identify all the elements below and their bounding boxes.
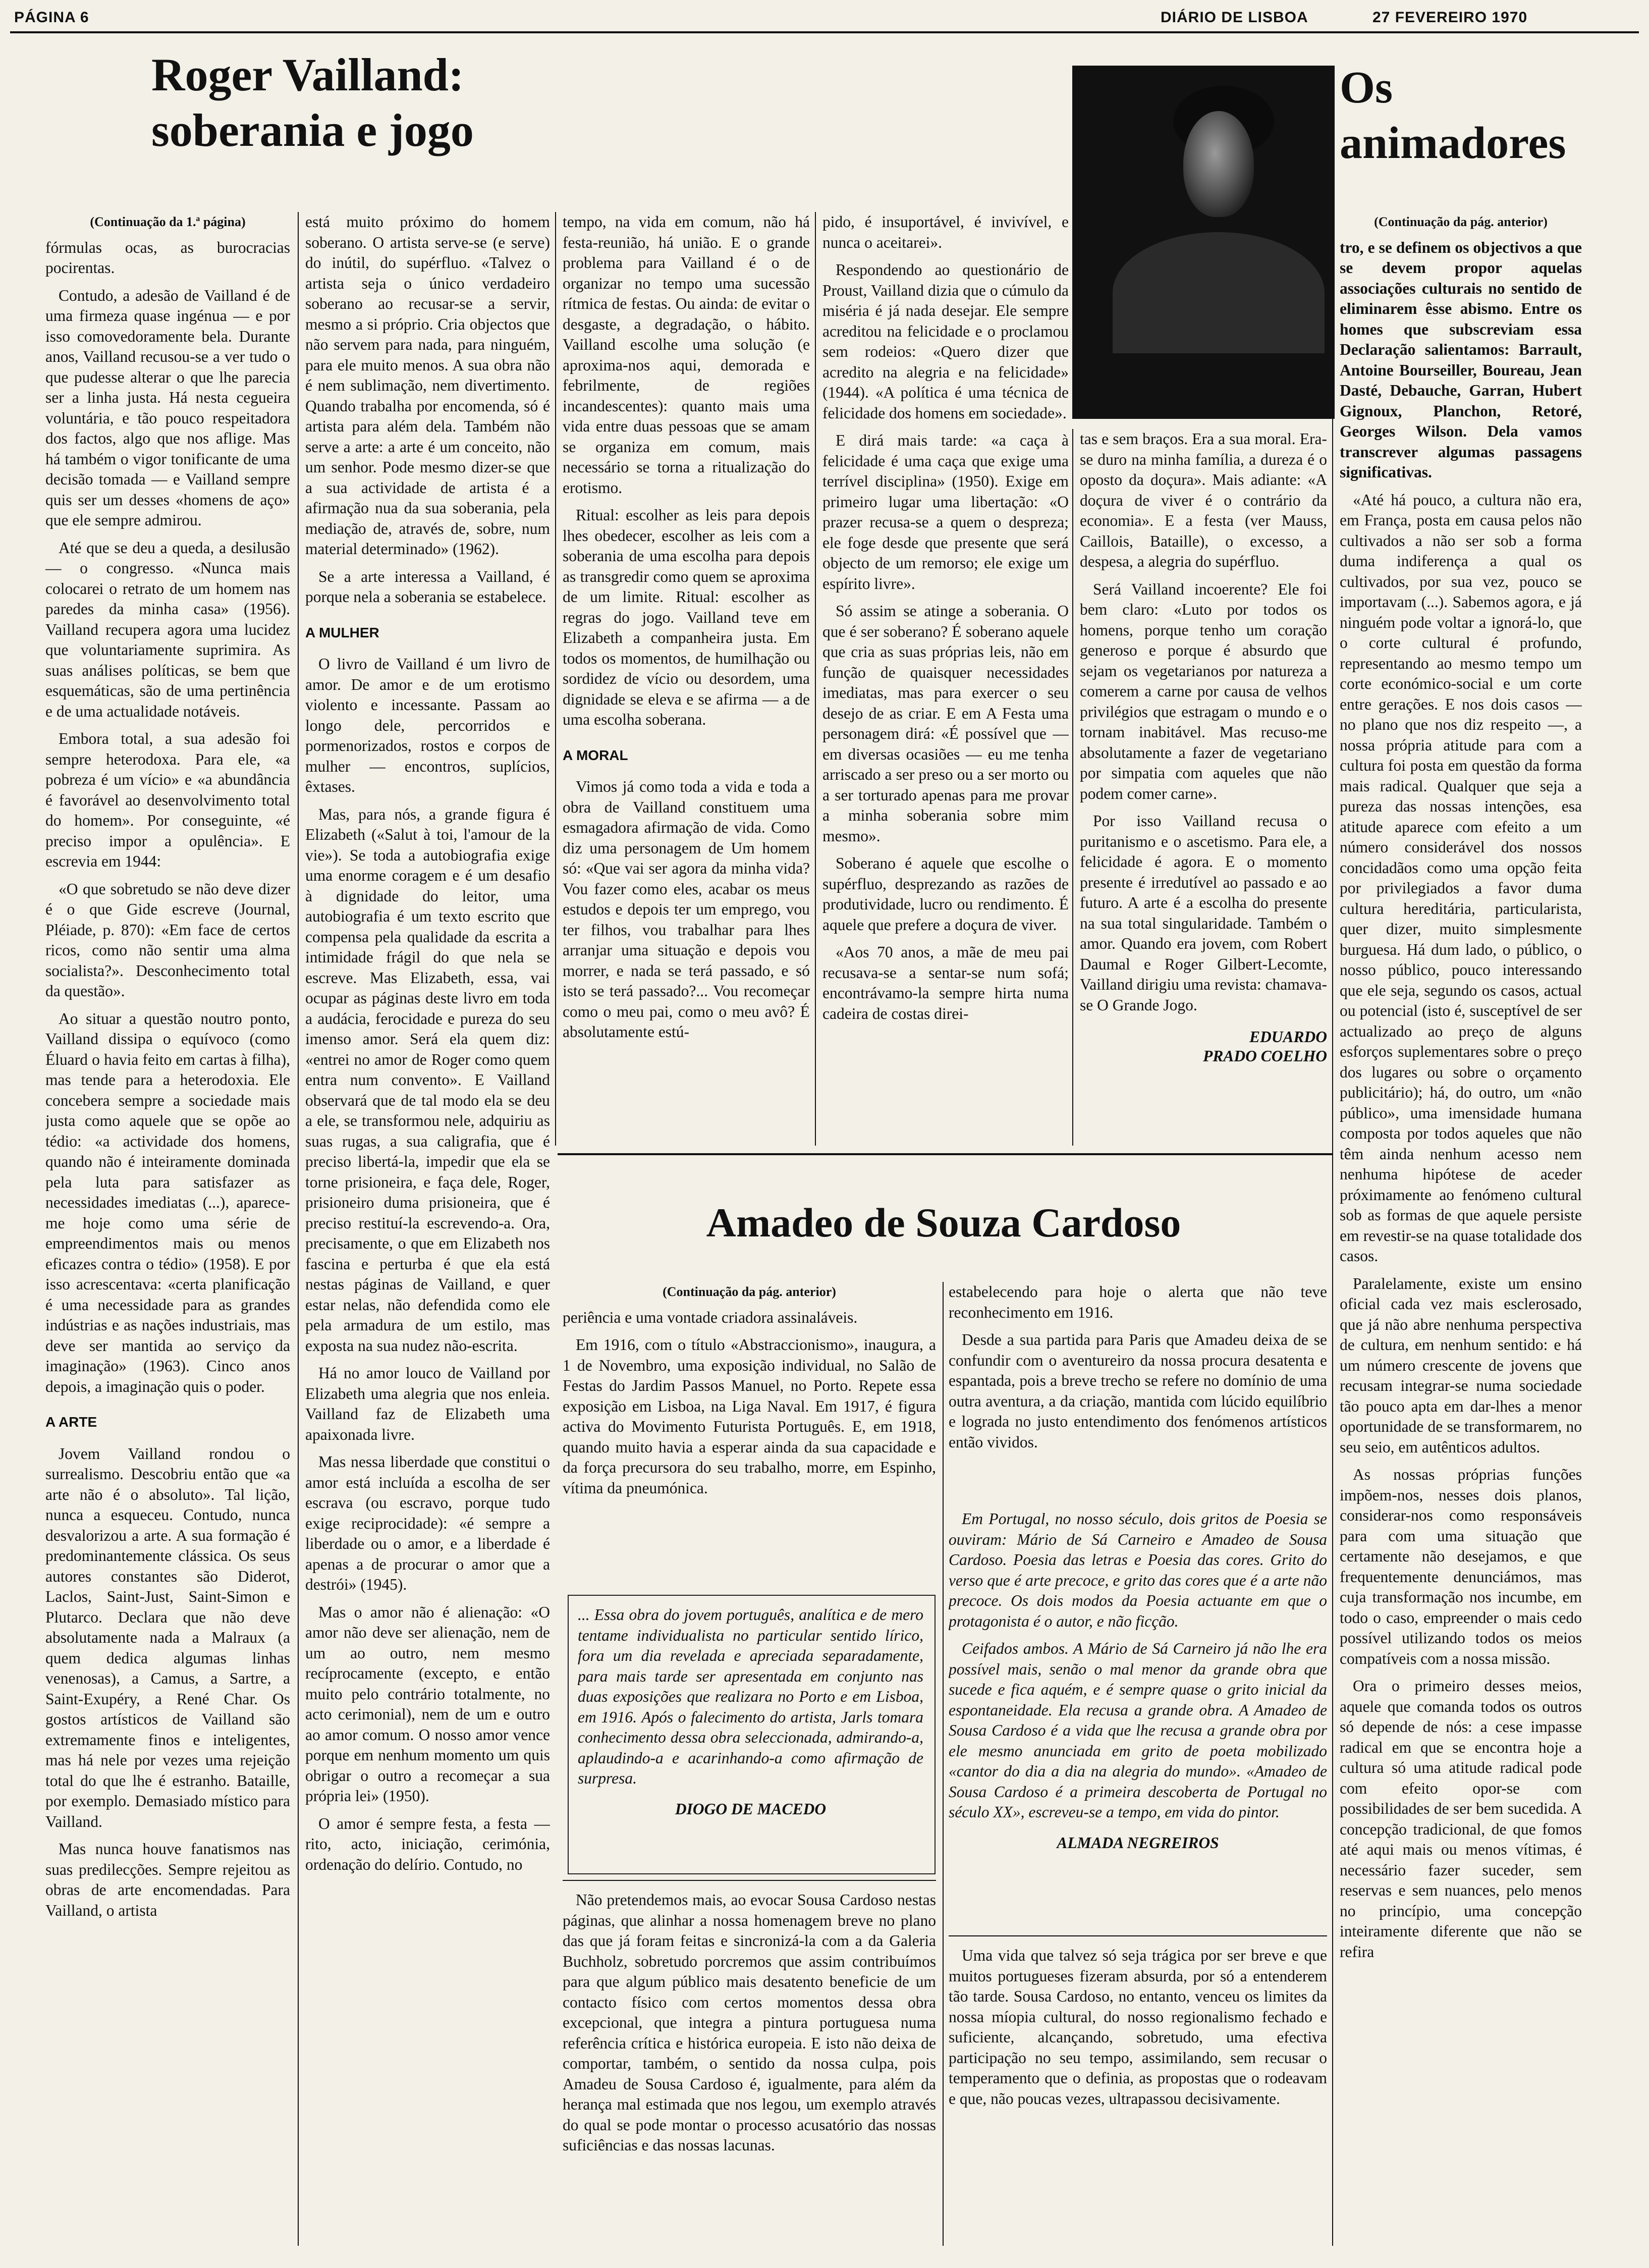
souza-right-top: [949, 1282, 1327, 1499]
article-title-line2: soberania e jogo: [151, 104, 474, 156]
page-number: PÁGINA 6: [14, 9, 89, 26]
paragraph: Mas nessa liberdade que constitui o amor está incluída a escolha de ser escrava (ou escravo, porque tudo exige reciprocidade): «é sempre a liberdade ou o amor, e a liberdade é apenas a de procurar o amor que a destrói» (1945).: [305, 1453, 550, 1593]
vailland-column-4: [822, 212, 1069, 1141]
column-rule: [1332, 212, 1333, 2246]
souza-bottom-left: [563, 1890, 936, 2243]
quote-signature: DIOGO DE MACEDO: [675, 1800, 827, 1818]
paragraph: Desde a sua partida para Paris que Amadeu deixa de se confundir com o aventureiro da nossa procura desatenta e espantada, pois a breve trecho se refere no domínio de uma outra aventura, a da criação, mantida com lúcido equilíbrio e lograda no justo entendimento dos fenómenos artísticos então vividos.: [949, 1331, 1327, 1451]
article-title-line1: Roger Vailland:: [151, 49, 464, 100]
quote-text: Em Portugal, no nosso século, dois gritos de Poesia se ouviram: Mário de Sá Carneiro e Amadeo de Sousa Cardoso. Poesia das letras e Poesia das cores. Grito do verso que é arte precoce, e grito das cores que é a arte não precoce. Os dois modos da Poesia actuante em que o protagonista é o autor, e não ficção.: [949, 1510, 1327, 1630]
paragraph: tempo, na vida em comum, não há festa-reunião, há união. E o grande problema para Vailland é o de organizar no tempo uma sucessão rítmica de festas. Ou ainda: de evitar o desgaste, a degradação, o hábito. Vailland escolhe uma solução (e aproxima-nos aqui, demorada e febrilmente, de regiões incandescentes): quanto mais uma vida entre duas pessoas que se amam se organiza em comum, mais necessário se torna a ritualização do erotismo.: [563, 213, 810, 497]
quote-signature: ALMADA NEGREIROS: [1057, 1833, 1219, 1852]
paragraph: «Aos 70 anos, a mãe de meu pai recusava-se a sentar-se num sofá; encontrávamo-la sempre hirta numa cadeira de costas direi-: [822, 943, 1069, 1022]
paragraph: As nossas próprias funções impõem-nos, nesses dois planos, considerar-nos como responsáveis para com uma situação que certamente não desejamos, e que frequentemente denunciámos, mas cuja transformação nos incumbe, em todo o caso, empreender o mais cedo possível utilizando todos os meios compatíveis com a nossa missão.: [1340, 1466, 1582, 1667]
paragraph: Mas o amor não é alienação: «O amor não deve ser alienação, nem de um ao outro, nem mesmo recíprocamente (excepto, e então muito pelo contrário totalmente, no acto cerimonial), nem de um e outro ao amor comum. O nosso amor vence porque em nenhum momento um quis obrigar o outro a recomeçar a sua própria lei» (1950).: [305, 1603, 550, 1805]
vailland-column-1: [45, 212, 290, 2251]
continuation-note: (Continuação da pág. anterior): [663, 1284, 836, 1299]
paragraph: Há no amor louco de Vailland por Elizabeth uma alegria que nos enleia. Vailland faz de Elizabeth uma apaixonada livre.: [305, 1364, 550, 1443]
paragraph: Em 1916, com o título «Abstraccionismo», inaugura, a 1 de Novembro, uma exposição individual, no Salão de Festas do Jardim Passos Manuel, no Porto. Repete essa exposição em Lisboa, na Liga Naval. Em 1917, é figura activa do Movimento Futurista Português. E, em 1918, quando muito havia a esperar ainda da sua capacidade e da força precursora do seu trabalho, morre, em Espinho, vítima da pneumónica.: [563, 1336, 936, 1497]
souza-left-top: [563, 1282, 936, 1585]
paragraph: Jovem Vailland rondou o surrealismo. Descobriu então que «a arte não é o absoluto». Tal lição, nunca a esqueceu. Contudo, nunca desvalorizou a arte. A sua formação é predominantemente clássica. Os seus autores constantes são Diderot, Laclos, Saint-Just, Saint-Simon e Plutarco. Declara que não deve absolutamente nada a Malraux (a quem dedica algumas linhas venenosas), a Camus, a Sartre, a Saint-Exupéry, a René Char. Os gostos artísticos de Vailland são extremamente finos e inteligentes, mas há nele por vezes uma rejeição total do que lhe é estranho. Bataille, por exemplo. Demasiado místico para Vailland.: [45, 1444, 290, 1830]
header-rule: [10, 31, 1639, 33]
paragraph: tas e sem braços. Era a sua moral. Era-se duro na minha família, a dureza é o oposto da doçura». Mais adiante: «A doçura de viver é o contrário da economia». E a festa (ver Mauss, Caillois, Bataille), o excesso, a despesa, a alegria do supérfluo.: [1080, 430, 1327, 570]
paragraph: Até que se deu a queda, a desilusão — o congresso. «Nunca mais colocarei o retrato de um homem nas paredes da minha casa» (1956). Vailland recupera agora uma lucidez que voluntariamente suprimira. As suas análises políticas, se bem que esquemáticas, são de uma pertinência e de uma actualidade notáveis.: [45, 538, 290, 720]
continuation-note: (Continuação da 1.ª página): [90, 214, 246, 229]
paragraph: E dirá mais tarde: «a caça à felicidade é uma caça que exige uma terrível disciplina» (1950). Exige em primeiro lugar uma libertação: «O prazer recusa-se a quem o despreza; ele foge desde que presente que será objecto de um remorso; ele exige um espírito livre».: [822, 431, 1069, 592]
paragraph: tro, e se definem os objectivos a que se devem propor aquelas associações culturais no sentido de eliminarem êsse abismo. Entre os homes que subscreviam essa Declaração salientamos: Barrault, Antoine Bourseiller, Boureau, Jean Dasté, Debauche, Garran, Hubert Gignoux, Planchon, Retoré, Georges Wilson. Dela vamos transcrever algumas passagens significativas.: [1340, 238, 1582, 481]
paragraph: Ora o primeiro desses meios, aquele que comanda todos os outros só depende de nós: a cese impasse radical em que se encontra hoje a cultura só uma atitude radical pode com efeito opor-se com possibilidades de ser bem sucedida. A concepção tradicional, de que fomos até aqui mais ou menos vítimas, é necessário fazer suceder, sem reservas e sem nuances, pelo menos no princípio, uma concepção inteiramente diferente que não se refira: [1340, 1677, 1582, 1961]
newspaper-name: DIÁRIO DE LISBOA: [1161, 9, 1308, 26]
quote-text: Ceifados ambos. A Mário de Sá Carneiro já não lhe era possível mais, senão o mal menor da grande obra que sucede e fica aquém, e é sempre quase o grito inicial da espontaneidade. Ela recusa a grande obra. A Amadeo de Sousa Cardoso é a vida que lhe recusa a grande obra por ele mesmo anunciada em grito de poeta mobilizado «cantor do dia a dia na alegria do mundo». «Amadeo de Sousa Cardoso é a primeira descoberta de Portugal no século XX», escreveu-se a tempo, em vida do pintor.: [949, 1640, 1327, 1821]
author-portrait-photo: [1072, 66, 1335, 419]
paragraph: Não pretendemos mais, ao evocar Sousa Cardoso nestas páginas, que alinhar a nossa homenagem breve no plano das que já foram feitas e sincronizá-la com a da Galeria Buchholz, sobretudo porcremos que assim contribuímos para que algum público mais desatento beneficie de um contacto físico com certos momentos dessa obra excepcional, que integra a pintura portuguesa numa referência crítica e histórica europeia. E isto não deixa de comportar, também, o sentido da nossa culpa, pois Amadeu de Sousa Cardoso é, igualmente, para além da herança mal estimada que nos legou, um exemplo através do qual se pode montar o processo acusatório das nossas suficiências e das nossas lacunas.: [563, 1891, 936, 2154]
paragraph: Paralelamente, existe um ensino oficial cada vez mais esclerosado, que já não abre nenhuma perspectiva de cultura, em nenhum sentido: e há um número crescente de jovens que recusam integrar-se numa sociedade tão pouco apta em dar-lhes a menor oportunidade de se transformarem, no seu seio, em autênticos adultos.: [1340, 1274, 1582, 1456]
paragraph: Será Vailland incoerente? Ele foi bem claro: «Luto por todos os homens, porque tenho um coração generoso e porque é absurdo que sejam os vegetarianos por natureza a comerem a carne por causa de velhos privilégios que estragam o mundo e o tornam inabitável. Mas recuso-me absolutamente a fazer de vegetariano por simpatia com aqueles que não podem comer carne».: [1080, 580, 1327, 802]
signature-line: EDUARDO: [1249, 1028, 1327, 1046]
macedo-quote: [578, 1605, 923, 1867]
column-rule: [1072, 429, 1073, 1146]
continuation-note: (Continuação da pág. anterior): [1374, 214, 1548, 229]
section-rule: [949, 1935, 1327, 1936]
paragraph: periência e uma vontade criadora assinaláveis.: [563, 1308, 858, 1326]
paragraph: Se a arte interessa a Vailland, é porque nela a soberania se estabelece.: [305, 567, 550, 606]
vailland-column-3: [563, 212, 810, 1141]
section-rule: [558, 1153, 1332, 1155]
paragraph: «Até há pouco, a cultura não era, em França, posta em causa pelos não cultivados a não ser sob a forma duma indiferença a qual os cultivados, por sua vez, pouco se importavam (...). Sabemos agora, e já ninguém pode voltar a ignorá-lo, que o corte cultural é profundo, representando ao mesmo tempo um corte económico-social e um corte entre gerações. E nos dois casos — no plano que nos diz respeito —, a nossa própria atitude para com a cultura foi posta em questão da forma mais radical. Qualquer que seja a pureza das nossas intenções, esa atitude aparece com efeito a um número considerável dos nossos concidadãos como uma opção feita por privilegiados a favor duma cultura hereditária, particularista, quer dizer, muito simplesmente burguesa. Há dum lado, o público, o nosso público, pouco interessando que ele seja, segundo os casos, actual ou potencial (isto é, susceptível de ser actualizado ao preço de alguns esforços suplementares sobre o preço dos lugares ou sobre o orçamento publicitário); há, do outro, um «não público», uma imensidade humana composta por todos aqueles que não têm ainda nenhum acesso nem nenhuma hipótese de aceder próximamente ao fenómeno cultural sob as formas de que aquele persiste em revestir-se na quase totalidade dos casos.: [1340, 491, 1582, 1265]
animadores-column: [1340, 212, 1582, 2251]
paragraph: Só assim se atinge a soberania. O que é ser soberano? É soberano aquele que cria as suas próprias leis, não em função de quaisquer necessidades imediatas, mas para exercer o seu desejo de as criar. E em A Festa uma personagem dirá: «É possível que — em diversas ocasiões — eu me tenha arriscado a ser preso ou a ser morto ou a ser torturado apenas para me provar a minha soberania sobre mim mesmo».: [822, 602, 1069, 845]
paragraph: está muito próximo do homem soberano. O artista serve-se (e serve) do inútil, do supérfluo. «Talvez o artista seja o único verdadeiro soberano ao recusar-se a servir, mesmo a si próprio. Cria objectos que não servem para nada, para ninguém, para ele muito menos. A sua obra não é nem sublimação, nem divertimento. Quando trabalha por encomenda, só é artista para além dela. Também não serve a arte: a arte é um conceito, não um senhor. Pode mesmo dizer-se que a sua actividade de artista é a afirmação nua da sua soberania, pela mediação de, através de, sobre, num material determinado» (1962).: [305, 213, 550, 558]
issue-date: 27 FEVEREIRO 1970: [1372, 9, 1528, 26]
paragraph: pido, é insuportável, é invivível, e nunca o aceitarei».: [822, 213, 1069, 251]
paragraph: Por isso Vailland recusa o puritanismo e o ascetismo. Para ele, a felicidade é agora. E o momento presente é irredutível ao passado e ao futuro. A arte é a escolha do presente na sua total singularidade. Também o amor. Quando era jovem, com Robert Daumal e Roger Gilbert-Lecomte, Vailland dirigiu uma revista: chamava-se O Grande Jogo.: [1080, 812, 1327, 1014]
souza-title: Amadeo de Souza Cardoso: [706, 1200, 1181, 1246]
paragraph: Embora total, a sua adesão foi sempre heterodoxa. Para ele, «a pobreza é um vício» e «a abundância é favorável ao desenvolvimento total do homem». Por conseguinte, «é preciso impor a opulência». E escrevia em 1944:: [45, 730, 290, 870]
vailland-column-2: [305, 212, 550, 2251]
animadores-title-line1: Os: [1340, 63, 1393, 113]
animadores-title-line2: animadores: [1340, 118, 1566, 168]
column-rule: [943, 1282, 944, 2246]
subheading-arte: A ARTE: [45, 1414, 97, 1430]
almada-quote: [949, 1509, 1327, 1923]
paragraph: Ao situar a questão noutro ponto, Vailland dissipa o equívoco (como Éluard o havia feito em cartas à filha), mas tende para a heterodoxia. Ele concebera sempre a sociedade mais justa como aquele que se opõe ao tédio: «a actividade dos homens, quando não é inteiramente dominada pela luta para satisfazer as necessidades imediatas (...), aparece-me hoje como uma série de empreendimentos mais ou menos eficazes contra o tédio» (1958). E por isso acrescentava: «certa planificação é uma necessidade para as grandes indústrias e as nações industriais, mas deve ser mantida ao serviço da imaginação» (1963). Cinco anos depois, a imaginação quis o poder.: [45, 1009, 290, 1395]
souza-bottom-right: [949, 1946, 1327, 2243]
paragraph: «O que sobretudo se não deve dizer é o que Gide escreve (Journal, Pléiade, p. 870): «Em face de certos ricos, como não sentir uma alma socialista?». Desconhecimento total da questão».: [45, 880, 290, 1000]
author-signature: [1080, 1028, 1327, 1066]
paragraph: Mas nunca houve fanatismos nas suas predilecções. Sempre rejeitou as obras de arte encomendadas. Para Vailland, o artista: [45, 1840, 290, 1919]
section-rule: [563, 1880, 936, 1881]
column-rule: [298, 212, 299, 2246]
paragraph: Soberano é aquele que escolhe o supérfluo, desprezando as razões de produtividade, lucro ou rendimento. É aquele que prefere a doçura de viver.: [822, 854, 1069, 934]
vailland-column-5: [1080, 429, 1327, 1146]
paragraph: Vimos já como toda a vida e toda a obra de Vailland constituem uma esmagadora afirmação de vida. Como diz uma personagem de Um homem só: «Que vai ser agora da minha vida? Vou fazer como eles, acabar os meus estudos e depois ter um emprego, vou ter filhos, vou trabalhar para lhes arranjar uma situação e depois vou morrer, e nada se terá passado, e só isto se terá passado?... Vou recomeçar como o meu pai, como o meu avô? É absolutamente estú-: [563, 778, 810, 1041]
paragraph: Mas, para nós, a grande figura é Elizabeth («Salut à toi, l'amour de la vie»). Se toda a autobiografia exige uma enorme coragem e é um desafio à dignidade do leitor, uma autobiografia é um texto escrito que compensa pela qualidade da escrita a intimidade frágil do que nela se escreve. Mas Elizabeth, essa, vai ocupar as páginas deste livro em toda a audácia, ferocidade e pureza do seu imenso amor. Será ela quem diz: «entrei no amor de Roger como quem entra num convento». E Vailland observará que de tal modo ela se deu a ele, se transformou nele, adquiriu as suas rugas, a sua caligrafia, que é preciso libertá-la, impedir que ela se torne prisioneira, e faça dele, Roger, prisioneiro duma prisioneira, que é preciso restituí-la escrevendo-a. Ora, precisamente, o que em Elizabeth nos fascina e perturba é que ela está nestas páginas de Vailland, e quer estar nelas, não defendida como ele pela armadura de um estilo, mas exposta na sua nudez não-escrita.: [305, 805, 550, 1355]
paragraph: fórmulas ocas, as burocracias pocirentas.: [45, 238, 290, 277]
column-rule: [555, 212, 556, 1146]
subheading-mulher: A MULHER: [305, 624, 379, 640]
paragraph: O amor é sempre festa, a festa — rito, acto, iniciação, cerimónia, ordenação do delírio. Contudo, no: [305, 1814, 550, 1873]
signature-line: PRADO COELHO: [1203, 1047, 1327, 1065]
paragraph: O livro de Vailland é um livro de amor. De amor e de um erotismo violento e incessante. Passam ao longo dele, percorridos e pormenorizados, rostos e corpos de mulher — encontros, suplícios, êxtases.: [305, 655, 550, 795]
paragraph: estabelecendo para hoje o alerta que não teve reconhecimento em 1916.: [949, 1283, 1327, 1321]
column-rule: [815, 212, 816, 1146]
subheading-moral: A MORAL: [563, 747, 628, 763]
portrait-shoulders: [1113, 232, 1325, 353]
paragraph: Contudo, a adesão de Vailland é de uma firmeza quase ingénua — e por isso comovedoramente bela. Durante anos, Vailland recusou-se a ver tudo o que pudesse alterar o que lhe parecia ser a linha justa. Há nesta cegueira voluntária, e tão pouco respeitadora dos factos, algo que nos aflige. Mas há também o vigor tonificante de uma decisão tomada — e Vailland sempre quis ser um desses «homens de aço» que ele sempre admirou.: [45, 286, 290, 529]
paragraph: Uma vida que talvez só seja trágica por ser breve e que muitos portugueses fizeram absurda, por só a entenderem tão tarde. Sousa Cardoso, no entanto, venceu os limites da nossa míopia cultural, do nosso regionalismo fechado e suficiente, alcançando, sobretudo, uma efectiva participação no seu tempo, assimilando, sem recusar o temperamento que o definia, as propostas que o rodeavam e que, não poucas vezes, ultrapassou decisivamente.: [949, 1947, 1327, 2108]
portrait-face: [1183, 111, 1254, 217]
quote-text: ... Essa obra do jovem português, analítica e de mero tentame individualista no particular sentido lírico, fora um dia revelada e apreciada separadamente, para mais tarde ser apresentada em conjunto nas duas exposições que realizara no Porto e em Lisboa, em 1916. Após o falecimento do artista, Jarls tomara conhecimento dessa obra seleccionada, admirando-a, aplaudindo-a e acarinhando-a como afirmação de surpresa.: [578, 1606, 923, 1787]
paragraph: Ritual: escolher as leis para depois lhes obedecer, escolher as leis com a soberania de uma escolha para depois as transgredir como quem se aproxima de um limite. Ritual: escolher as regras do jogo. Vailland teve em Elizabeth a companheira justa. Em todos os momentos, de humilhação ou sordidez de vício ou desordem, uma dignidade se eleva e se afirma — a de uma escolha soberana.: [563, 506, 810, 728]
paragraph: Respondendo ao questionário de Proust, Vailland dizia que o cúmulo da miséria é já nada desejar. Ele sempre acreditou na felicidade e o proclamou sem rodeios: «Quero dizer que acredito na alegria e na felicidade» (1944). «A política é uma técnica de felicidade dos homens em sociedade».: [822, 261, 1069, 422]
